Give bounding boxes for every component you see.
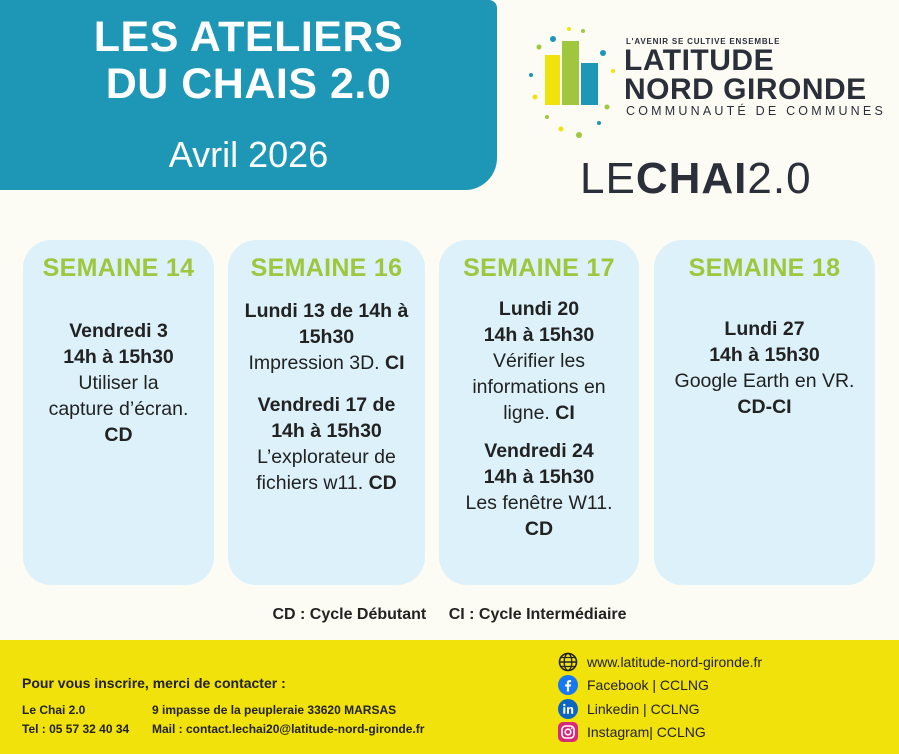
week-label: SEMAINE 16: [250, 254, 403, 282]
chai-logo-chai: CHAI: [635, 154, 748, 203]
session-topic: L’explorateur de: [257, 446, 396, 468]
week-card-14: [23, 240, 214, 585]
email[interactable]: Mail : contact.lechai20@latitude-nord-gironde.fr: [152, 722, 425, 736]
session-time: 15h30: [298, 326, 355, 348]
linkedin-link[interactable]: [558, 698, 700, 720]
session-topic-line: [236, 470, 417, 496]
latitude-nord-gironde-logo: [527, 25, 889, 145]
session-level: CD: [368, 472, 397, 494]
facebook-link[interactable]: [558, 674, 709, 696]
title-banner: [0, 0, 497, 190]
title-line-1: LES ATELIERS: [93, 13, 404, 61]
session-time: 14h à 15h30: [709, 344, 820, 366]
week-sessions: [236, 298, 417, 496]
session-topic: Utiliser la: [78, 372, 159, 394]
week-sessions: [447, 296, 631, 542]
instagram-link[interactable]: [558, 721, 706, 743]
session-topic: ligne.: [503, 402, 550, 424]
linkedin-icon: [558, 699, 578, 719]
session-topic: Impression 3D.: [248, 352, 380, 374]
session-topic: Les fenêtre W11.: [465, 492, 613, 514]
session-day: Lundi 13 de 14h à: [244, 300, 409, 322]
week-card-16: [228, 240, 425, 585]
logo-bars-graphic: [527, 25, 622, 145]
session-time: 14h à 15h30: [63, 346, 174, 368]
chai-logo-version: 2.0: [747, 154, 812, 203]
session-topic: Google Earth en VR.: [674, 370, 855, 392]
place-name: Le Chai 2.0: [22, 703, 86, 717]
session-day: Lundi 20: [498, 298, 580, 320]
title-line-2: DU CHAIS 2.0: [105, 60, 392, 108]
month-label: Avril 2026: [168, 134, 329, 175]
logo-name-line-2: NORD GIRONDE: [624, 73, 867, 106]
facebook-icon: [558, 675, 578, 695]
session-topic: capture d’écran.: [48, 398, 189, 420]
signup-invite: Pour vous inscrire, merci de contacter :: [22, 675, 286, 691]
cycle-legend: [0, 606, 899, 624]
logo-subtitle: COMMUNAUTÉ DE COMMUNES: [626, 104, 886, 118]
session-time: 14h à 15h30: [483, 466, 595, 488]
session-time: 14h à 15h30: [271, 420, 382, 442]
logo-name-line-1: LATITUDE: [624, 44, 775, 77]
session-topic: Vérifier les: [492, 350, 586, 372]
session-topic-line: [447, 400, 631, 426]
session-level: CD: [524, 518, 554, 540]
phone: Tel : 05 57 32 40 34: [22, 722, 130, 736]
session-day: Lundi 27: [724, 318, 805, 340]
session-day: Vendredi 24: [484, 440, 594, 462]
legend-ci: CI : Cycle Intermédiaire: [448, 606, 627, 623]
session-level: CD: [104, 424, 133, 446]
session-time: 14h à 15h30: [483, 324, 595, 346]
week-card-17: [439, 240, 639, 585]
address: 9 impasse de la peupleraie 33620 MARSAS: [152, 703, 397, 717]
week-card-18: [654, 240, 875, 585]
instagram-label: Instagram| CCLNG: [587, 724, 706, 740]
footer: [0, 640, 899, 754]
week-label: SEMAINE 14: [42, 254, 195, 282]
week-label: SEMAINE 18: [688, 254, 841, 282]
website-label: www.latitude-nord-gironde.fr: [587, 654, 763, 670]
week-sessions: [31, 318, 206, 448]
website-link[interactable]: [558, 651, 762, 673]
session-topic-line: [236, 350, 417, 376]
instagram-icon: [558, 722, 578, 742]
logo-tagline: L'AVENIR SE CULTIVE ENSEMBLE: [626, 37, 781, 46]
session-topic: fichiers w11.: [256, 472, 364, 494]
linkedin-label: Linkedin | CCLNG: [587, 701, 700, 717]
week-sessions: [662, 316, 867, 420]
le-chai-logo: [580, 154, 812, 204]
session-level: CI: [385, 352, 405, 374]
session-level: CI: [555, 402, 575, 424]
session-level: CD-CI: [737, 396, 792, 418]
globe-icon: [558, 652, 578, 672]
facebook-label: Facebook | CCLNG: [587, 677, 709, 693]
week-label: SEMAINE 17: [463, 254, 615, 282]
session-day: Vendredi 17 de: [257, 394, 396, 416]
chai-logo-le: LE: [580, 154, 636, 203]
session-day: Vendredi 3: [69, 320, 168, 342]
session-topic: informations en: [472, 376, 606, 398]
legend-cd: CD : Cycle Débutant: [272, 606, 427, 623]
